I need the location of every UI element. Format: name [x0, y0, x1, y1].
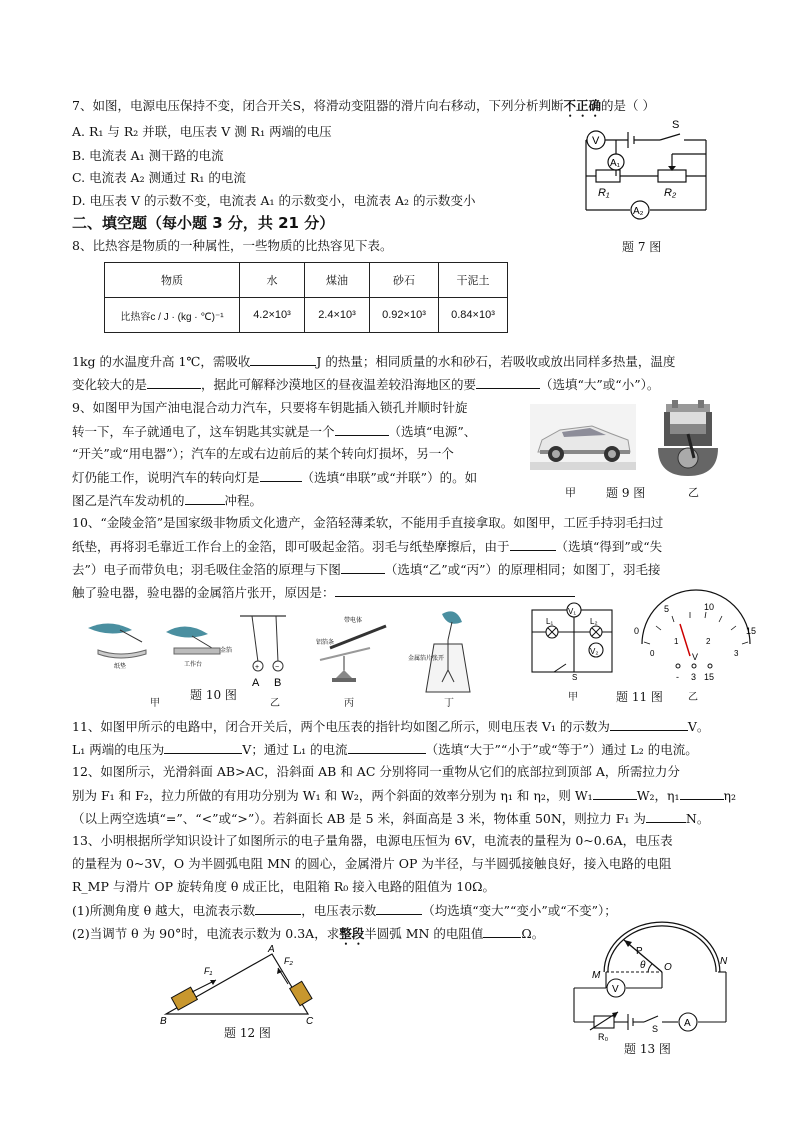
- q12-blank-3[interactable]: [646, 810, 686, 823]
- q10-label-b: B: [274, 677, 282, 689]
- q7-label-v: V: [592, 135, 600, 147]
- q9-line-1: 9、如图甲为国产油电混合动力汽车，只要将车钥匙插入锁孔并顺时针旋: [72, 400, 468, 415]
- q11-dial-inner-1: 1: [674, 637, 679, 646]
- q13-line-3: R_MP 与滑片 OP 旋转角度 θ 成正比，电阻箱 R₀ 接入电路的阻值为 10Ω。: [72, 879, 496, 894]
- q11-label-l2: L₂: [590, 617, 598, 626]
- q11-figure-caption: 题 11 图: [616, 690, 663, 704]
- q11-fig-jia: 甲: [568, 692, 578, 703]
- svg-text:+: +: [255, 664, 260, 671]
- q13-label-n: N: [720, 956, 728, 967]
- q9-blank-3[interactable]: [185, 492, 225, 505]
- q9-line-4: 灯仍能工作，说明汽车的转向灯是 （选填“串联”或“并联”）的。如: [72, 470, 478, 485]
- q11-label-s: S: [572, 673, 578, 682]
- q12-line-1: 12、如图所示，光滑斜面 AB>AC，沿斜面 AB 和 AC 分别将同一重物从它们的底部拉到顶部 A，所需拉力分: [72, 764, 680, 779]
- q9-line-3: “开关”或“用电器”）；汽车的左或右边前后的某个转向灯损坏，另一个: [72, 446, 454, 461]
- q13-blank-3[interactable]: [483, 925, 521, 938]
- q10-label-foil: 金箔: [220, 648, 233, 654]
- q12-label-f1: F₁: [204, 966, 213, 976]
- q9-blank-1[interactable]: [335, 423, 389, 436]
- table-cell: 2.4×10³: [305, 298, 370, 333]
- q7-label-a2: A₂: [633, 206, 644, 217]
- q7-option-b: B. 电流表 A₁ 测干路的电流: [72, 148, 224, 163]
- q7-option-c: C. 电流表 A₂ 测通过 R₁ 的电流: [72, 170, 246, 185]
- q12-figure-caption: 题 12 图: [224, 1026, 271, 1040]
- q13-line-4: (1)所测角度 θ 越大，电流表示数 ，电压表示数 （均选填“变大”“变小”或“不变”）；: [72, 903, 617, 918]
- q13-blank-2[interactable]: [376, 902, 422, 915]
- q12-blank-2[interactable]: [680, 787, 724, 800]
- q7-label-r2: R₂: [664, 187, 677, 199]
- table-header-cell: 水: [240, 263, 305, 298]
- q11-dial-inner-0: 0: [650, 649, 655, 658]
- q12-line-3: （以上两空选填“=”、“<”或“>”）。若斜面长 AB 是 5 米，斜面高是 3 米，物体重 50N，则拉力 F₁ 为 N。: [72, 811, 710, 826]
- q10-figure-caption: 题 10 图: [190, 688, 237, 702]
- q11-blank-3[interactable]: [348, 741, 426, 754]
- q10-label-straw: 铝箔条: [316, 640, 335, 646]
- q11-dial-inner-3: 3: [734, 649, 739, 658]
- table-header-cell: 煤油: [305, 263, 370, 298]
- q13-label-s: S: [652, 1024, 659, 1034]
- q13-blank-1[interactable]: [255, 902, 301, 915]
- q9-blank-2[interactable]: [260, 469, 302, 482]
- table-row-label: 比热容c / J · (kg · ℃)⁻¹: [105, 298, 240, 333]
- q11-terminal-15: 15: [704, 672, 715, 682]
- q10-fig-ding: 丁: [444, 698, 454, 709]
- q10-line-1: 10、“金陵金箔”是国家级非物质文化遗产，金箔轻薄柔软，不能用手直接拿取。如图甲，工匠手持羽毛扫过: [72, 515, 664, 530]
- q11-label-v1: V₁: [568, 607, 577, 616]
- q11-terminal-3: 3: [691, 672, 697, 682]
- q7-option-d: D. 电压表 V 的示数不变，电流表 A₁ 的示数变小，电流表 A₂ 的示数变小: [72, 193, 476, 208]
- q11-dial-unit: V: [692, 652, 699, 662]
- q8-line-2: 变化较大的是 ，据此可解释沙漠地区的昼夜温差较沿海地区的要 （选填“大”或“小”）。: [72, 377, 660, 392]
- q9-line-2: 转一下，车子就通电了，这车钥匙其实就是一个 （选填“电源”、: [72, 424, 477, 439]
- table-row: [105, 298, 508, 333]
- section-2-title: 二、填空题（每小题 3 分，共 21 分）: [72, 214, 335, 232]
- q8-stem: 8、比热容是物质的一种属性，一些物质的比热容见下表。: [72, 238, 393, 253]
- q10-blank-2[interactable]: [341, 561, 385, 574]
- q11-blank-1[interactable]: [610, 718, 688, 731]
- table-cell: 0.84×10³: [439, 298, 508, 333]
- q10-label-charged: 带电体: [344, 618, 363, 624]
- q13-label-v: V: [612, 984, 619, 995]
- q13-label-o: O: [664, 962, 672, 973]
- q10-fig-jia: 甲: [150, 698, 160, 709]
- q7-emphasis: 不正确: [563, 98, 602, 113]
- q9-fig-yi: 乙: [688, 486, 699, 499]
- q10-label-pad: 纸垫: [114, 664, 127, 670]
- q11-voltmeter-dial: [630, 604, 762, 684]
- q12-line-2: 别为 F₁ 和 F₂，拉力所做的有用功分别为 W₁ 和 W₂，两个斜面的效率分别为 η₁ 和 η₂，则 W₁ W₂，η₁ η₂: [72, 788, 737, 803]
- q12-incline-figure: [160, 944, 330, 1028]
- q11-dial-outer-10: 10: [704, 602, 715, 612]
- q13-label-m: M: [592, 970, 601, 981]
- q11-blank-2[interactable]: [164, 741, 242, 754]
- q10-line-4: 触了验电器，验电器的金属箔片张开，原因是：: [72, 584, 575, 601]
- q11-dial-inner-2: 2: [706, 637, 711, 646]
- q13-label-a: A: [684, 1018, 691, 1029]
- q7-option-a: A. R₁ 与 R₂ 并联，电压表 V 测 R₁ 两端的电压: [72, 124, 332, 139]
- q7-label-r1: R₁: [598, 187, 610, 199]
- q10-label-leaf: 金属箔片张开: [408, 656, 445, 662]
- q7-label-s: S: [672, 119, 680, 131]
- q13-line-1: 13、小明根据所学知识设计了如图所示的电子量角器，电源电压恒为 6V，电流表的量程为 0~0.6A，电压表: [72, 833, 673, 848]
- q9-engine-diagram: [652, 400, 724, 480]
- table-cell: 4.2×10³: [240, 298, 305, 333]
- q11-dial-outer-0: 0: [634, 626, 640, 636]
- q11-line-2: L₁ 两端的电压为 V；通过 L₁ 的电流 （选填“大于”“小于”或“等于”）通过 L₂ 的电流。: [72, 742, 698, 757]
- q8-specific-heat-table: [104, 262, 508, 333]
- q7-stem: 7、如图，电源电压保持不变，闭合开关S，将滑动变阻器的滑片向右移动，下列分析判断不正确的是（ ）: [72, 98, 656, 113]
- q8-blank-2[interactable]: [147, 376, 201, 389]
- q7-figure-caption: 题 7 图: [622, 240, 662, 254]
- table-header-cell: 物质: [105, 263, 240, 298]
- q9-fig-jia: 甲: [565, 486, 576, 499]
- q13-label-theta: θ: [640, 960, 646, 971]
- q10-fig-yi: 乙: [270, 698, 280, 709]
- q11-label-l1: L₁: [546, 617, 554, 626]
- q10-blank-3[interactable]: [335, 584, 575, 597]
- q9-line-5: 图乙是汽车发动机的 冲程。: [72, 493, 263, 508]
- q10-line-3: 去”）电子而带负电；羽毛吸住金箔的原理与下图 （选填“乙”或“丙”）的原理相同；如图丁，羽毛接: [72, 562, 661, 577]
- q13-figure-caption: 题 13 图: [624, 1042, 671, 1056]
- q10-fig-bing: 丙: [344, 698, 354, 709]
- q8-blank-3[interactable]: [476, 376, 540, 389]
- q13-label-r0: R₀: [598, 1032, 609, 1042]
- q13-emphasis: 整段: [339, 926, 365, 941]
- q11-dial-outer-5: 5: [664, 604, 670, 614]
- q13-label-p: P: [636, 946, 643, 957]
- q10-label-a: A: [252, 677, 260, 689]
- q12-label-c: C: [306, 1016, 314, 1027]
- q9-figure-caption: 题 9 图: [606, 486, 646, 500]
- q13-line-2: 的量程为 0~3V，O 为半圆弧电阻 MN 的圆心，金属滑片 OP 为半径，与半圆弧接触良好，接入电路的电阻: [72, 856, 672, 871]
- q11-label-v2: V₂: [590, 647, 599, 656]
- q12-label-b: B: [160, 1016, 167, 1027]
- q7-label-a1: A₁: [610, 158, 621, 169]
- table-header-row: [105, 263, 508, 298]
- table-header-cell: 砂石: [370, 263, 439, 298]
- q12-label-f2: F₂: [284, 956, 293, 966]
- q13-protractor-figure: [566, 930, 738, 1042]
- table-cell: 0.92×10³: [370, 298, 439, 333]
- q7-circuit-figure: [568, 116, 718, 226]
- q8-blank-1[interactable]: [250, 353, 316, 366]
- q10-blank-1[interactable]: [510, 538, 556, 551]
- q8-line-1: 1kg 的水温度升高 1℃，需吸收 J 的热量；相同质量的水和砂石，若吸收或放出同样多热量，温度: [72, 354, 676, 369]
- q11-fig-yi: 乙: [688, 692, 698, 703]
- q9-car-photo: [530, 404, 636, 470]
- q10-line-2: 纸垫，再将羽毛靠近工作台上的金箔，即可吸起金箔。羽毛与纸垫摩擦后，由于 （选填“得到”或“失: [72, 539, 663, 554]
- q10-figures: [80, 608, 480, 708]
- q11-dial-outer-15: 15: [746, 626, 757, 636]
- q12-label-a: A: [268, 944, 275, 955]
- q11-terminal-neg: -: [676, 672, 679, 682]
- q11-circuit-figure: [526, 604, 618, 680]
- q11-line-1: 11、如图甲所示的电路中，闭合开关后，两个电压表的指针均如图乙所示，则电压表 V₁ 的示数为 V。: [72, 719, 710, 734]
- svg-text:−: −: [275, 664, 280, 671]
- q10-label-table: 工作台: [184, 662, 203, 668]
- q12-blank-1[interactable]: [593, 787, 637, 800]
- q13-line-5: (2)当调节 θ 为 90°时，电流表示数为 0.3A，求整段半圆弧 MN 的电阻值 Ω。: [72, 926, 545, 941]
- table-header-cell: 干泥土: [439, 263, 508, 298]
